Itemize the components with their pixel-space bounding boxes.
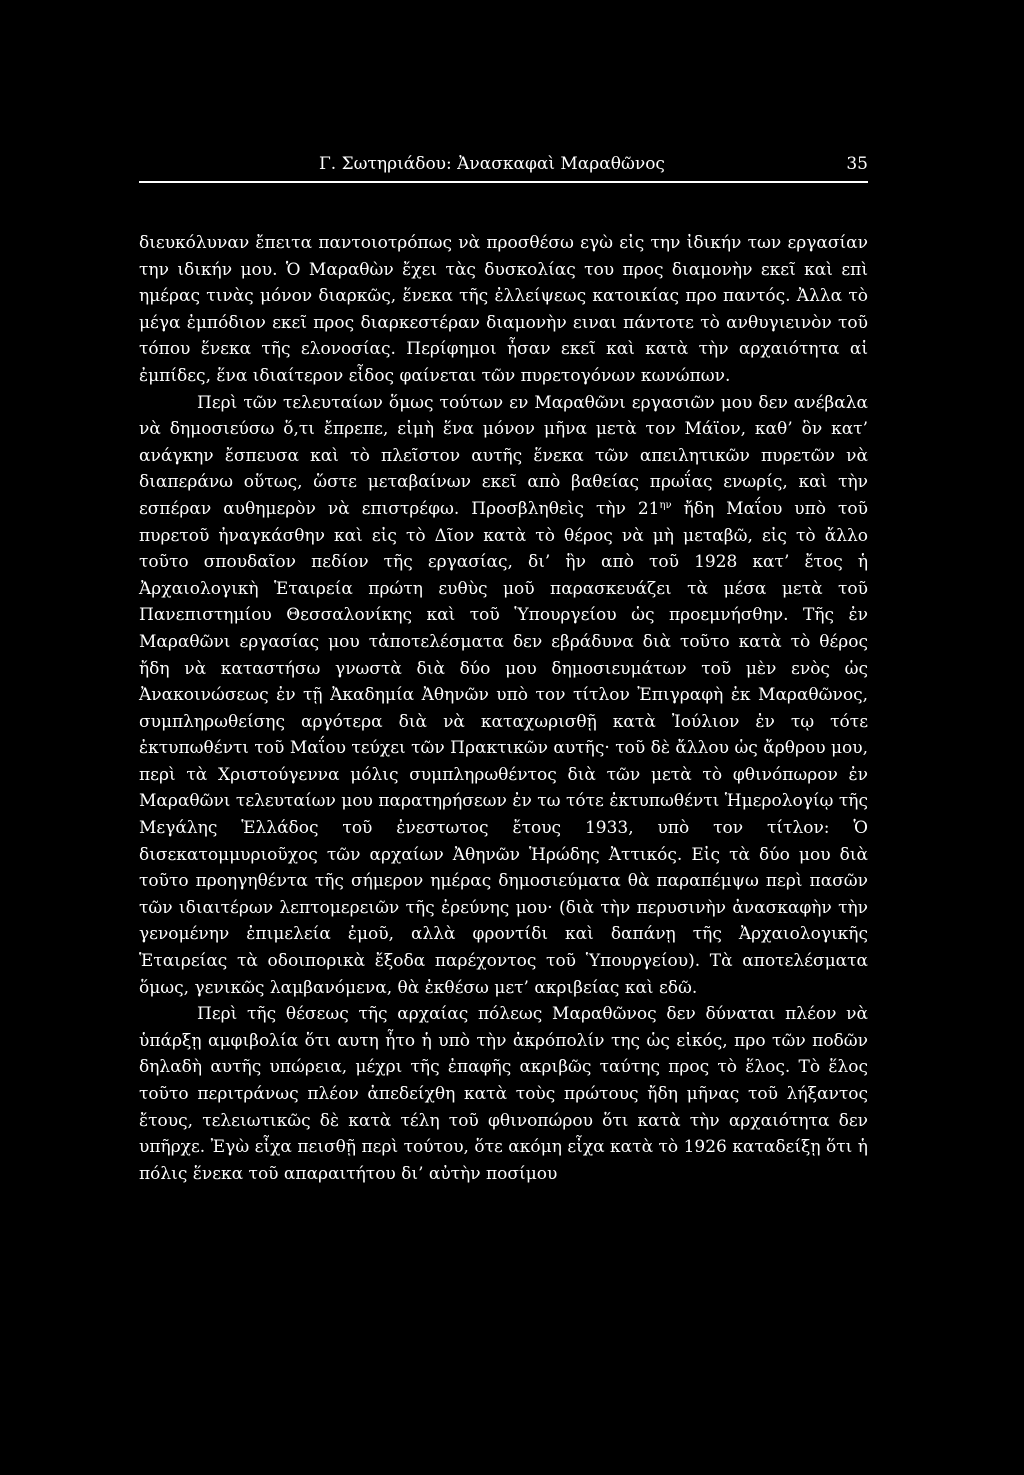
paragraph-2 bbox=[139, 390, 868, 1002]
running-header bbox=[139, 150, 868, 180]
page-number: 35 bbox=[846, 154, 868, 174]
header-rule bbox=[139, 181, 868, 183]
body-text bbox=[139, 230, 868, 1187]
paragraph-2-part-1: Περὶ τῶν τελευταίων ὅμως τούτων εν Μαραθῶνι εργασιῶν μου δεν ανέβαλα νὰ δημοσιεύσω ὅ,τι ἔπρεπε, εἰμὴ ἕνα μόνον μῆνα μετὰ τον Μάϊον, καθ’ ὃν κατ’ ανάγκην ἔσπευσα καὶ τὸ πλεῖστον αυτῆς ἕνεκα τῶν απειλητικῶν πυρετῶν νὰ διαπεράνω οὕτως, ὥστε μεταβαίνων εκεῖ απὸ βαθείας πρωΐας ενωρίς, καὶ τὴν εσπέραν αυθημερὸν νὰ επιστρέφω. Προσβληθεὶς τὴν 21 bbox=[139, 392, 868, 519]
paragraph-2-part-2: ἤδη Μαΐου υπὸ τοῦ πυρετοῦ ἠναγκάσθην καὶ εἰς τὸ Δῖον κατὰ τὸ θέρος νὰ μὴ μεταβῶ, εἰς τὸ ἄλλο τοῦτο σπουδαῖον πεδίον τῆς εργασίας, δι’ ἣν απὸ τοῦ 1928 κατ’ ἔτος ἡ Ἀρχαιολογικὴ Ἑταιρεία πρώτη ευθὺς μοῦ παρασκευάζει τὰ μέσα μετὰ τοῦ Πανεπιστημίου Θεσσαλονίκης καὶ τοῦ Ὑπουργείου ὡς προεμνήσθην. Τῆς ἐν Μαραθῶνι εργασίας μου τἀποτελέσματα δεν εβράδυνα διὰ τοῦτο κατὰ τὸ θέρος ἤδη νὰ καταστήσω γνωστὰ διὰ δύο μου δημοσιευμάτων τοῦ μὲν ενὸς ὡς Ἀνακοινώσεως ἐν τῇ Ἀκαδημία Ἀθηνῶν υπὸ τον τίτλον Ἐπιγραφὴ ἐκ Μαραθῶνος, συμπληρωθείσης αργότερα διὰ νὰ καταχωρισθῇ κατὰ Ἰούλιον ἐν τῳ τότε ἐκτυπωθέντι τοῦ Μαΐου τεύχει τῶν Πρακτικῶν αυτῆς· τοῦ δὲ ἄλλου ὡς ἄρθρου μου, περὶ τὰ Χριστούγεννα μόλις συμπληρωθέντος διὰ τῶν μετὰ τὸ φθινόπωρον ἐν Μαραθῶνι τελευταίων μου παρατηρήσεων ἐν τω τότε ἐκτυπωθέντι Ἡμερολογίῳ τῆς Μεγάλης Ἑλλάδος τοῦ ἐνεστωτος ἔτους 1933, υπὸ τον τίτλον: Ὁ δισεκατομμυριοῦχος τῶν αρχαίων Ἀθηνῶν Ἡρώδης Ἀττικός. Εἰς τὰ δύο μου διὰ τοῦτο προηγηθέντα τῆς σήμερον ημέρας δημοσιεύματα θὰ παραπέμψω περὶ πασῶν τῶν ιδιαιτέρων λεπτομερειῶν τῆς ἐρεύνης μου· (διὰ τὴν περυσινὴν ἀνασκαφὴν τὴν γενομένην ἐπιμελεία ἐμοῦ, αλλὰ φροντίδι καὶ δαπάνῃ τῆς Ἀρχαιολογικῆς Ἑταιρείας τὰ οδοιπορικὰ ἔξοδα παρέχοντος τοῦ Ὑπουργείου). Τὰ αποτελέσματα ὅμως, γενικῶς λαμβανόμενα, θὰ ἐκθέσω μετ’ ακριβείας καὶ εδῶ. bbox=[139, 498, 868, 998]
ordinal-superscript: ην bbox=[659, 499, 672, 511]
header-title: Γ. Σωτηριάδου: Ἀνασκαφαὶ Μαραθῶνος bbox=[319, 154, 665, 174]
document-page bbox=[139, 150, 868, 1184]
paragraph-1: διευκόλυναν ἔπειτα παντοιοτρόπως νὰ προσθέσω εγὼ εἰς την ἰδικήν των εργασίαν την ιδικήν μου. Ὁ Μαραθὼν ἔχει τὰς δυσκολίας του προς διαμονὴν εκεῖ καὶ επὶ ημέρας τινὰς μόνον διαρκῶς, ἕνεκα τῆς ἐλλείψεως κατοικίας προ παντός. Ἀλλα τὸ μέγα ἐμπόδιον εκεῖ προς διαρκεστέραν διαμονὴν ειναι πάντοτε τὸ ανθυγιεινὸν τοῦ τόπου ἕνεκα τῆς ελονοσίας. Περίφημοι ἦσαν εκεῖ καὶ κατὰ τὴν αρχαιότητα αἱ ἐμπίδες, ἕνα ιδιαίτερον εἶδος φαίνεται τῶν πυρετογόνων κωνώπων. bbox=[139, 233, 868, 386]
paragraph-3: Περὶ τῆς θέσεως τῆς αρχαίας πόλεως Μαραθῶνος δεν δύναται πλέον νὰ ὑπάρξῃ αμφιβολία ὅτι αυτη ἦτο ἡ υπὸ τὴν ἀκρόπολίν της ὡς εἰκός, προ τῶν ποδῶν δηλαδὴ αυτῆς υπώρεια, μέχρι τῆς ἐπαφῆς ακριβῶς ταύτης προς τὸ ἕλος. Τὸ ἕλος τοῦτο περιτράνως πλέον ἀπεδείχθη κατὰ τοὺς πρώτους ἤδη μῆνας τοῦ λήξαντος ἔτους, τελειωτικῶς δὲ κατὰ τέλη τοῦ φθινοπώρου ὅτι κατὰ τὴν αρχαιότητα δεν υπῆρχε. Ἐγὼ εἶχα πεισθῇ περὶ τούτου, ὅτε ακόμη εἶχα κατὰ τὸ 1926 καταδείξῃ ὅτι ἡ πόλις ἕνεκα τοῦ απαραιτήτου δι’ αὐτὴν ποσίμου bbox=[139, 1004, 868, 1184]
